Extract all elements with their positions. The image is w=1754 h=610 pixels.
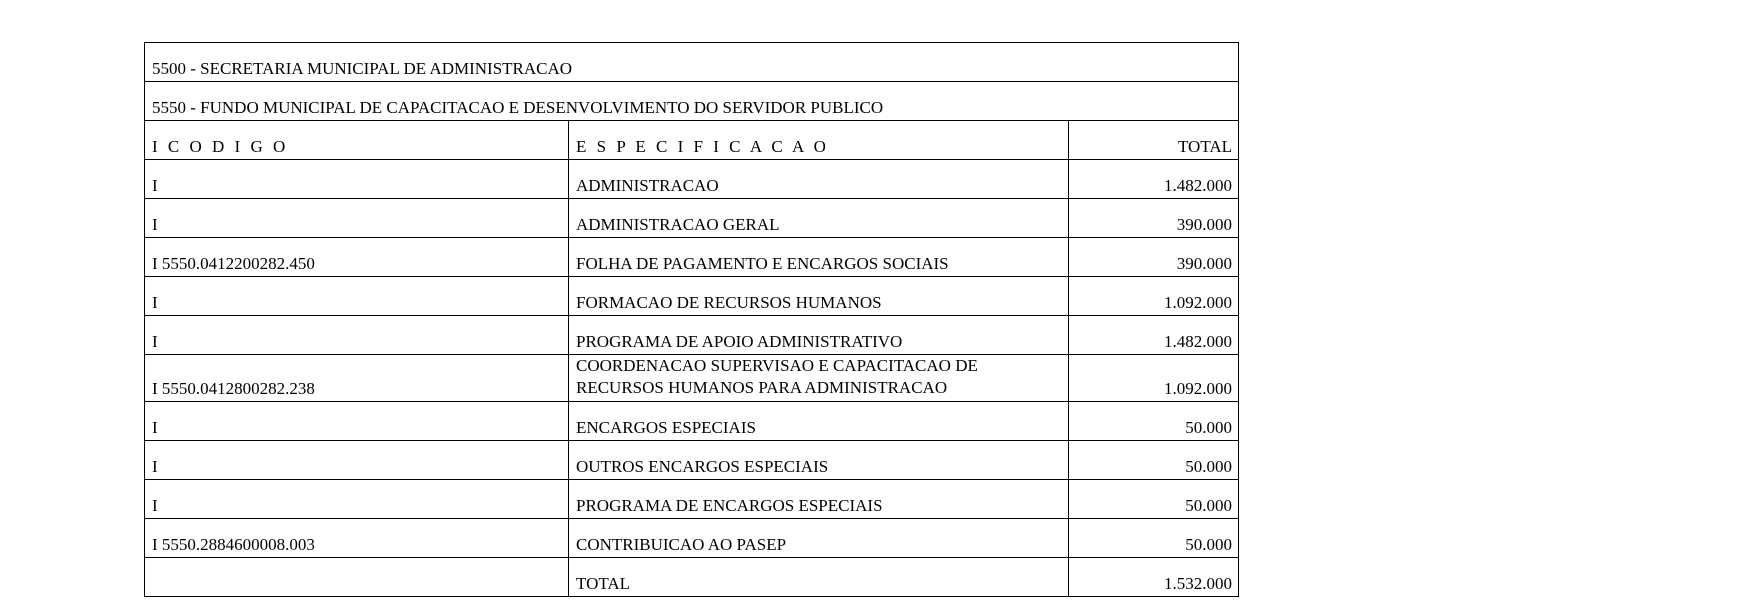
row-total: 50.000 bbox=[1069, 480, 1239, 519]
row-codigo: I bbox=[145, 277, 569, 316]
total-label: TOTAL bbox=[569, 558, 1069, 597]
row-codigo: I bbox=[145, 160, 569, 199]
row-especificacao: FORMACAO DE RECURSOS HUMANOS bbox=[569, 277, 1069, 316]
row-especificacao: PROGRAMA DE ENCARGOS ESPECIAIS bbox=[569, 480, 1069, 519]
row-codigo: I bbox=[145, 480, 569, 519]
table-row bbox=[145, 316, 1239, 355]
table-row bbox=[145, 277, 1239, 316]
row-total: 1.482.000 bbox=[1069, 316, 1239, 355]
row-total: 50.000 bbox=[1069, 519, 1239, 558]
total-empty-cell bbox=[145, 558, 569, 597]
row-especificacao: COORDENACAO SUPERVISAO E CAPACITACAO DE RECURSOS HUMANOS PARA ADMINISTRACAO bbox=[569, 355, 1069, 402]
row-especificacao: CONTRIBUICAO AO PASEP bbox=[569, 519, 1069, 558]
total-row bbox=[145, 558, 1239, 597]
row-especificacao: OUTROS ENCARGOS ESPECIAIS bbox=[569, 441, 1069, 480]
row-especificacao: FOLHA DE PAGAMENTO E ENCARGOS SOCIAIS bbox=[569, 238, 1069, 277]
row-total: 1.092.000 bbox=[1069, 277, 1239, 316]
column-header-total: TOTAL bbox=[1069, 121, 1239, 160]
row-codigo: I bbox=[145, 441, 569, 480]
column-header-codigo: I C O D I G O bbox=[145, 121, 569, 160]
budget-table bbox=[144, 42, 1239, 597]
row-total: 1.482.000 bbox=[1069, 160, 1239, 199]
row-total: 50.000 bbox=[1069, 402, 1239, 441]
row-especificacao: ENCARGOS ESPECIAIS bbox=[569, 402, 1069, 441]
total-value: 1.532.000 bbox=[1069, 558, 1239, 597]
table-row bbox=[145, 480, 1239, 519]
fundo-title: 5550 - FUNDO MUNICIPAL DE CAPACITACAO E DESENVOLVIMENTO DO SERVIDOR PUBLICO bbox=[145, 82, 1239, 121]
table-row bbox=[145, 402, 1239, 441]
row-codigo: I 5550.2884600008.003 bbox=[145, 519, 569, 558]
row-total: 50.000 bbox=[1069, 441, 1239, 480]
table-row bbox=[145, 199, 1239, 238]
row-codigo: I 5550.0412800282.238 bbox=[145, 355, 569, 402]
table-row bbox=[145, 238, 1239, 277]
row-especificacao: ADMINISTRACAO bbox=[569, 160, 1069, 199]
table-row bbox=[145, 355, 1239, 402]
row-codigo: I 5550.0412200282.450 bbox=[145, 238, 569, 277]
row-total: 390.000 bbox=[1069, 199, 1239, 238]
header-row-fundo bbox=[145, 82, 1239, 121]
column-header-especificacao: E S P E C I F I C A C A O bbox=[569, 121, 1069, 160]
table-row bbox=[145, 441, 1239, 480]
table-row bbox=[145, 160, 1239, 199]
header-row-secretaria bbox=[145, 43, 1239, 82]
row-total: 1.092.000 bbox=[1069, 355, 1239, 402]
row-especificacao: ADMINISTRACAO GERAL bbox=[569, 199, 1069, 238]
row-codigo: I bbox=[145, 316, 569, 355]
row-especificacao: PROGRAMA DE APOIO ADMINISTRATIVO bbox=[569, 316, 1069, 355]
row-codigo: I bbox=[145, 402, 569, 441]
column-header-row bbox=[145, 121, 1239, 160]
table-row bbox=[145, 519, 1239, 558]
secretaria-title: 5500 - SECRETARIA MUNICIPAL DE ADMINISTRACAO bbox=[145, 43, 1239, 82]
row-total: 390.000 bbox=[1069, 238, 1239, 277]
row-codigo: I bbox=[145, 199, 569, 238]
